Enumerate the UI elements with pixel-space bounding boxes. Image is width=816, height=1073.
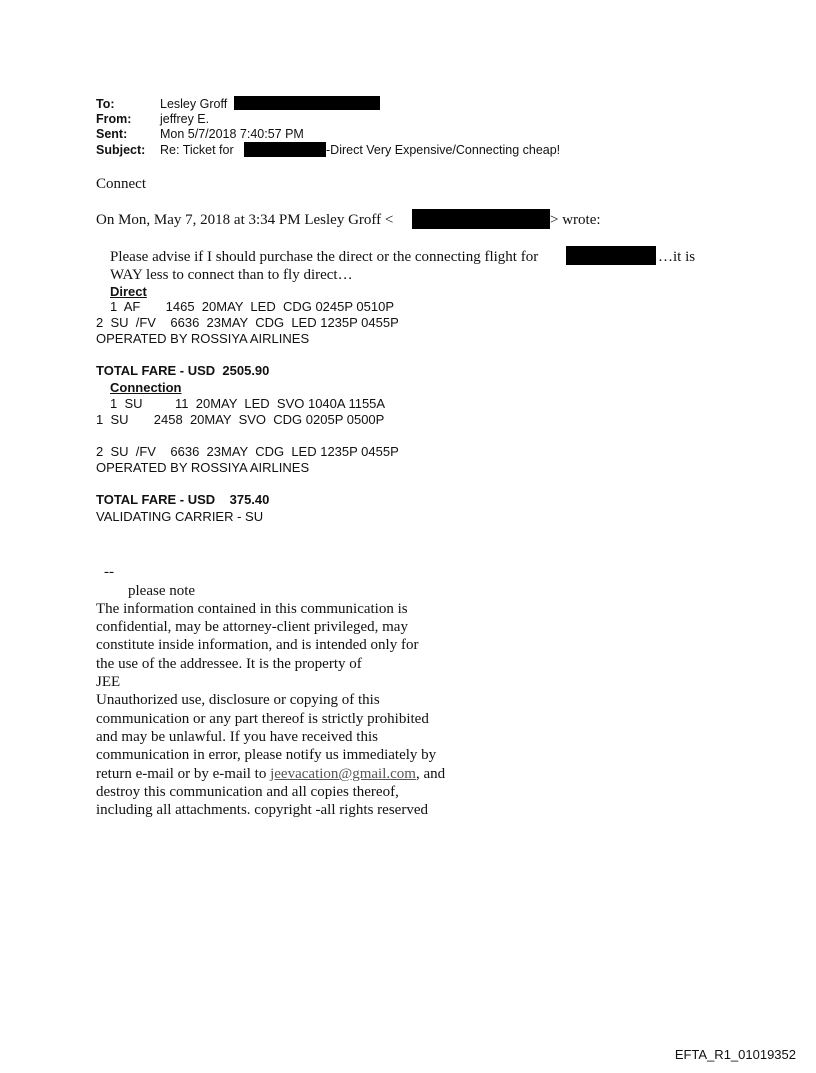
subject-prefix: Re: Ticket for [160, 143, 234, 157]
quoted-line2: WAY less to connect than to fly direct… [110, 267, 353, 283]
connection-line: 1 SU 11 20MAY LED SVO 1040A 1155A [110, 396, 386, 411]
email-link[interactable]: jeevacation@gmail.com [270, 766, 416, 782]
notice-line: including all attachments. copyright -all rights reserved [96, 802, 428, 818]
notice-line: confidential, may be attorney-client privileged, may [96, 619, 408, 635]
validating-carrier: VALIDATING CARRIER - SU [96, 509, 264, 524]
to-label: To: [96, 97, 115, 111]
notice-line: JEE [96, 674, 121, 690]
notice-line: the use of the addressee. It is the property of [96, 656, 362, 672]
redaction-name [566, 246, 656, 265]
direct-line: OPERATED BY ROSSIYA AIRLINES [96, 331, 310, 346]
reply-text: Connect [96, 176, 146, 192]
quoted-line1-suffix: …it is [658, 249, 696, 265]
connection-line: OPERATED BY ROSSIYA AIRLINES [96, 460, 310, 475]
signature-dashes: -- [104, 564, 114, 580]
connection-heading: Connection [110, 380, 182, 395]
quote-intro-prefix: On Mon, May 7, 2018 at 3:34 PM Lesley Groff < [96, 212, 394, 228]
redaction-subject [244, 142, 326, 157]
notice-line: The information contained in this communication is [96, 601, 408, 617]
redaction-email [412, 209, 550, 229]
quoted-line1-prefix: Please advise if I should purchase the direct or the connecting flight for [110, 249, 539, 265]
quote-intro-suffix: > wrote: [550, 212, 601, 228]
email-suffix: , and [415, 766, 446, 782]
notice-line: communication in error, please notify us immediately by [96, 747, 437, 763]
redaction-to [234, 96, 380, 110]
connection-total: TOTAL FARE - USD 375.40 [96, 492, 270, 507]
sent-label: Sent: [96, 127, 128, 141]
connection-line: 1 SU 2458 20MAY SVO CDG 0205P 0500P [96, 412, 385, 427]
from-label: From: [96, 112, 132, 126]
direct-heading: Direct [110, 284, 147, 299]
document-id: EFTA_R1_01019352 [674, 1047, 796, 1062]
note-heading: please note [128, 583, 196, 599]
notice-line: communication or any part thereof is strictly prohibited [96, 711, 429, 727]
notice-line: destroy this communication and all copies thereof, [96, 784, 399, 800]
to-value: Lesley Groff [160, 97, 228, 111]
connection-line: 2 SU /FV 6636 23MAY CDG LED 1235P 0455P [96, 444, 399, 459]
direct-line: 2 SU /FV 6636 23MAY CDG LED 1235P 0455P [96, 315, 399, 330]
subject-suffix: -Direct Very Expensive/Connecting cheap! [326, 143, 561, 157]
notice-line: and may be unlawful. If you have received this [96, 729, 378, 745]
notice-line: constitute inside information, and is intended only for [96, 637, 419, 653]
from-value: jeffrey E. [160, 112, 210, 126]
sent-value: Mon 5/7/2018 7:40:57 PM [160, 127, 304, 141]
notice-line: Unauthorized use, disclosure or copying of this [96, 692, 380, 708]
notice-email-line [96, 765, 445, 783]
subject-label: Subject: [96, 143, 146, 157]
email-prefix: return e-mail or by e-mail to [96, 766, 271, 782]
direct-line: 1 AF 1465 20MAY LED CDG 0245P 0510P [110, 299, 395, 314]
direct-total: TOTAL FARE - USD 2505.90 [96, 363, 270, 378]
